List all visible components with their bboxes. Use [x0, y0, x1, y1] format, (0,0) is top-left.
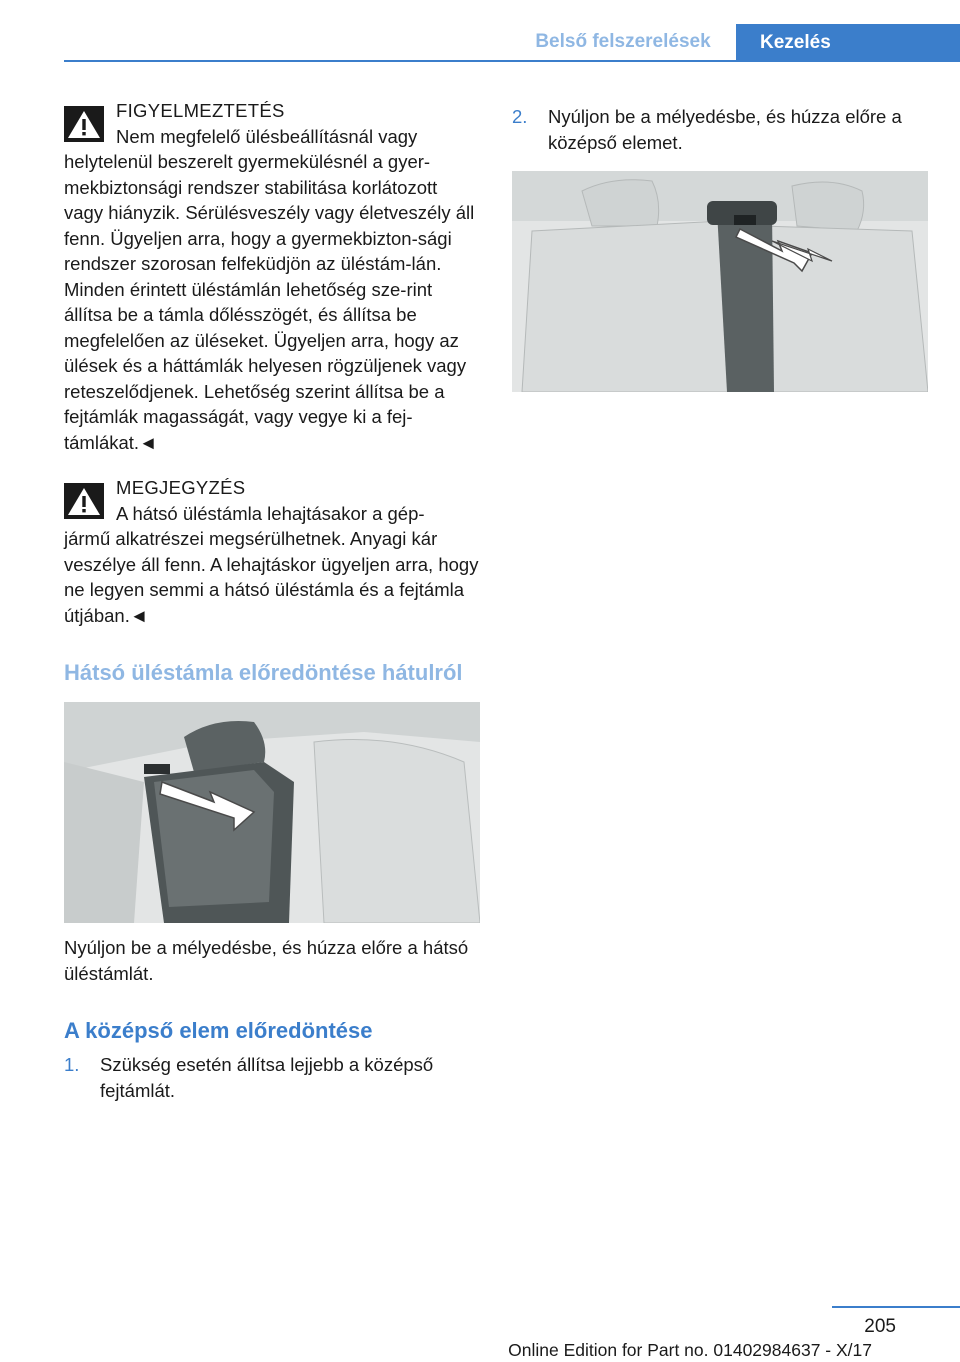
step-number: 1.: [64, 1054, 80, 1075]
left-column: [64, 98, 480, 1103]
warning-first-line: Nem megfelelő ülésbeállításnál vagy: [116, 125, 418, 147]
note-title: MEGJEGYZÉS: [116, 477, 246, 498]
step-number: 2.: [512, 106, 528, 127]
section-heading-center: A középső elem előredöntése: [64, 1018, 373, 1043]
right-column: [512, 98, 928, 392]
figure-caption: Nyúljon be a mélyedésbe, és húzza előre a hátsó üléstámlát.: [64, 937, 469, 984]
section-tab[interactable]: Belső felszerelések: [535, 31, 711, 52]
active-tab[interactable]: Kezelés: [736, 24, 960, 62]
warning-body: helytelenül beszerelt gyermekülésnél a gyer-mekbiztonsági rendszer stabilitása korlátozott vagy hiányzik. Sérülésveszély vagy életveszély áll fenn. Ügyeljen arra, hogy a gyermekbizton-sági rendszer szorosan felfeküdjön az üléstám-lán. Minden érintett üléstámlán lehetőség sze-rint állítsa be a támla dőlésszögét, és állítsa be megfelelően az üléseket. Ügyeljen arra, hogy az ülések és a háttámlák helyesen rögzüljenek vagy reteszelődjenek. Lehetőség szerint állítsa be a fejtámlák magasságát, vagy vegye ki a fej-támlákat.◄: [64, 151, 475, 453]
note-block: [64, 475, 480, 628]
edition-footer: Online Edition for Part no. 01402984637 - X/17: [508, 1340, 872, 1360]
section-heading: Hátsó üléstámla előredöntése hátulról: [64, 660, 463, 685]
warning-block: [64, 98, 480, 455]
header-rule: [64, 60, 960, 62]
warning-title: FIGYELMEZTETÉS: [116, 100, 285, 121]
note-body: jármű alkatrészei megsérülhetnek. Anyagi kár veszélye áll fenn. A lehajtáskor ügyeljen arra, hogy ne legyen semmi a hátsó üléstámla és a fejtámla útjában.◄: [64, 528, 479, 626]
warning-triangle-icon: [64, 483, 104, 519]
page-header: [0, 0, 960, 62]
step-text: Szükség esetén állítsa lejjebb a középső fejtámlát.: [100, 1054, 434, 1101]
warning-triangle-icon: [64, 106, 104, 142]
page-number: 205: [864, 1316, 896, 1337]
center-element-figure: [512, 171, 928, 392]
step-item: [64, 1052, 480, 1103]
footer-rule: [832, 1306, 960, 1308]
rear-seat-figure: [64, 702, 480, 923]
note-first-line: A hátsó üléstámla lehajtásakor a gép-: [116, 502, 425, 524]
step-item: [512, 104, 928, 155]
step-text: Nyúljon be a mélyedésbe, és húzza előre a középső elemet.: [548, 106, 902, 153]
